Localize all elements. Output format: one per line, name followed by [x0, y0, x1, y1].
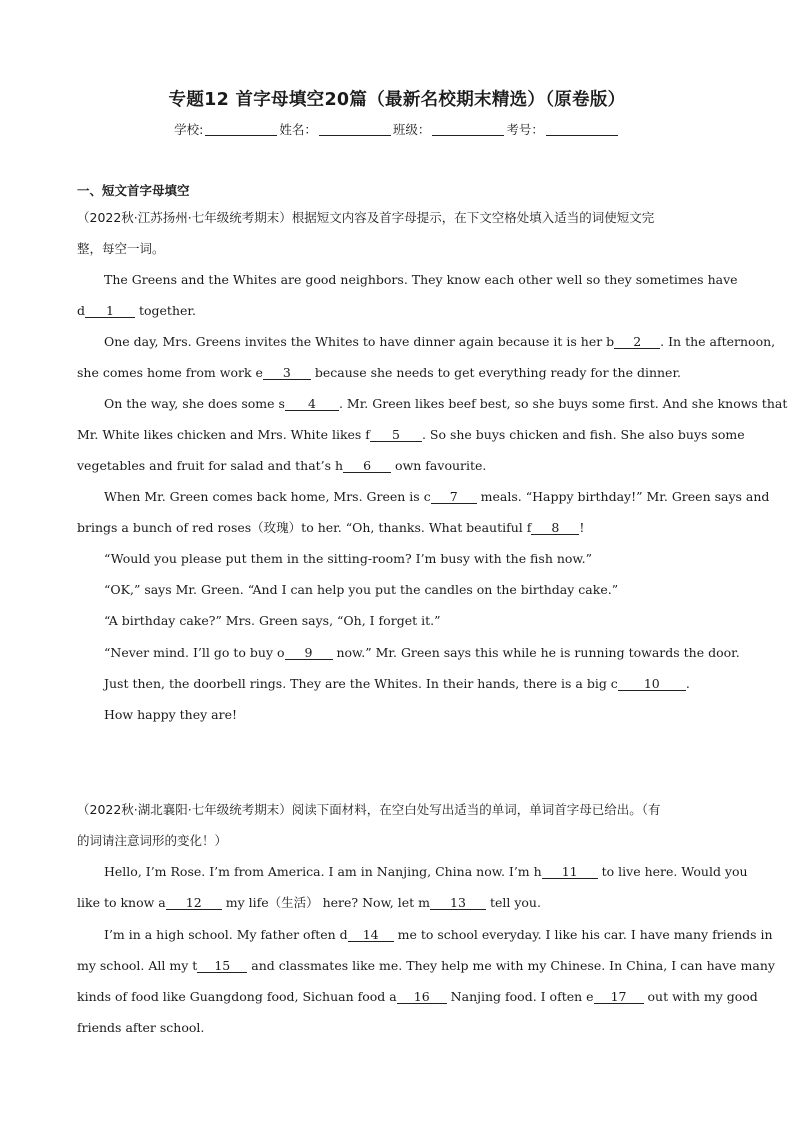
- text-span: One day, Mrs. Greens invites the Whites to have dinner again because it is her b: [104, 334, 615, 349]
- blank-12[interactable]: 12: [166, 896, 222, 910]
- blank-17[interactable]: 17: [594, 990, 644, 1004]
- text-span: Just then, the doorbell rings. They are the Whites. In their hands, there is a big c: [104, 676, 618, 691]
- text-span: Mr. White likes chicken and Mrs. White likes f: [77, 427, 370, 442]
- exam-no-label: 考号：: [506, 122, 544, 137]
- student-info-line: [0, 120, 794, 138]
- school-blank[interactable]: [205, 123, 277, 136]
- text-span: kinds of food like Guangdong food, Sichuan food a: [77, 989, 397, 1004]
- blank-7[interactable]: 7: [431, 490, 477, 504]
- text-span: now.” Mr. Green says this while he is running towards the door.: [332, 645, 740, 660]
- text-span: . In the afternoon,: [660, 334, 776, 349]
- blank-2[interactable]: 2: [614, 335, 660, 349]
- text-span: !: [579, 520, 585, 535]
- text-span: “Never mind. I’ll go to buy o: [104, 645, 285, 660]
- text-span: like to know a: [77, 895, 166, 910]
- blank-1[interactable]: 1: [85, 304, 135, 318]
- text-span: d: [77, 303, 86, 318]
- blank-15[interactable]: 15: [197, 959, 247, 973]
- blank-11[interactable]: 11: [542, 865, 598, 879]
- blank-3[interactable]: 3: [263, 366, 311, 380]
- text-span: because she needs to get everything ready for the dinner.: [310, 365, 682, 380]
- passage2-paragraph: friends after school.: [77, 1020, 205, 1035]
- text-span: . So she buys chicken and fish. She also buys some: [421, 427, 745, 442]
- passage2-line: [104, 864, 794, 880]
- blank-16[interactable]: 16: [397, 990, 447, 1004]
- blank-4[interactable]: 4: [285, 397, 339, 411]
- passage2-line: [77, 895, 794, 911]
- text-span: On the way, she does some s: [104, 396, 285, 411]
- text-span: me to school everyday. I like his car. I have many friends in: [393, 927, 773, 942]
- name-blank[interactable]: [319, 123, 391, 136]
- passage1-line: [77, 520, 794, 536]
- text-span: tell you.: [485, 895, 541, 910]
- passage1-paragraph: “A birthday cake?” Mrs. Green says, “Oh, I forget it.”: [104, 613, 441, 628]
- passage1-line: [104, 334, 794, 350]
- blank-13[interactable]: 13: [430, 896, 486, 910]
- school-label: 学校:: [174, 122, 204, 137]
- text-span: and classmates like me. They help me with my Chinese. In China, I can have many: [247, 958, 775, 973]
- passage1-paragraph: How happy they are!: [104, 707, 237, 722]
- text-span: my school. All my t: [77, 958, 198, 973]
- blank-5[interactable]: 5: [370, 428, 422, 442]
- class-label: 班级：: [392, 122, 431, 137]
- blank-6[interactable]: 6: [343, 459, 391, 473]
- passage2-instruction: （2022秋·湖北襄阳·七年级统考期末）阅读下面材料，在空白处写出适当的单词，单词首字母已给出。（有: [77, 802, 661, 817]
- text-span: my life（生活） here? Now, let m: [221, 895, 430, 910]
- passage2-instruction-cont: 的词请注意词形的变化！）: [77, 833, 228, 848]
- class-blank[interactable]: [432, 123, 504, 136]
- passage1-line: [104, 645, 794, 661]
- name-label: 姓名：: [279, 122, 317, 137]
- blank-9[interactable]: 9: [285, 646, 333, 660]
- blank-10[interactable]: 10: [618, 677, 686, 691]
- page-title: 专题12 首字母填空20篇（最新名校期末精选）（原卷版）: [168, 90, 626, 110]
- passage1-paragraph: “OK,” says Mr. Green. “And I can help you put the candles on the birthday cake.”: [104, 582, 619, 597]
- passage1-line: [77, 427, 794, 443]
- passage1-instruction-cont: 整，每空一词。: [77, 241, 165, 256]
- text-span: . Mr. Green likes beef best, so she buys some first. And she knows that: [338, 396, 788, 411]
- passage1-instruction: （2022秋·江苏扬州·七年级统考期末）根据短文内容及首字母提示，在下文空格处填入适当的词使短文完: [77, 210, 655, 225]
- passage1-paragraph: “Would you please put them in the sitting-room? I’m busy with the fish now.”: [104, 551, 592, 566]
- passage1-line: [77, 365, 794, 381]
- blank-14[interactable]: 14: [348, 928, 394, 942]
- section-heading: 一、短文首字母填空: [77, 183, 190, 198]
- passage2-line: [104, 927, 794, 943]
- text-span: meals. “Happy birthday!” Mr. Green says and: [476, 489, 770, 504]
- text-span: out with my good: [643, 989, 758, 1004]
- passage1-line: [77, 458, 794, 474]
- passage1-line: [104, 396, 794, 412]
- text-span: brings a bunch of red roses（玫瑰）to her. “Oh, thanks. What beautiful f: [77, 520, 532, 535]
- passage1-line: [104, 676, 794, 692]
- text-span: vegetables and fruit for salad and that’s h: [77, 458, 344, 473]
- text-span: I’m in a high school. My father often d: [104, 927, 348, 942]
- passage1-paragraph: The Greens and the Whites are good neighbors. They know each other well so they sometimes have: [104, 272, 738, 287]
- passage2-line: [77, 989, 794, 1005]
- text-span: to live here. Would you: [597, 864, 748, 879]
- exam-no-blank[interactable]: [546, 123, 618, 136]
- passage2-line: [77, 958, 794, 974]
- text-span: Hello, I’m Rose. I’m from America. I am in Nanjing, China now. I’m h: [104, 864, 542, 879]
- blank-8[interactable]: 8: [531, 521, 579, 535]
- text-span: own favourite.: [391, 458, 487, 473]
- passage1-line: [77, 303, 794, 319]
- text-span: Nanjing food. I often e: [446, 989, 594, 1004]
- text-span: When Mr. Green comes back home, Mrs. Green is c: [104, 489, 431, 504]
- text-span: .: [685, 676, 690, 691]
- passage1-line: [104, 489, 794, 505]
- text-span: together.: [135, 303, 196, 318]
- text-span: she comes home from work e: [77, 365, 263, 380]
